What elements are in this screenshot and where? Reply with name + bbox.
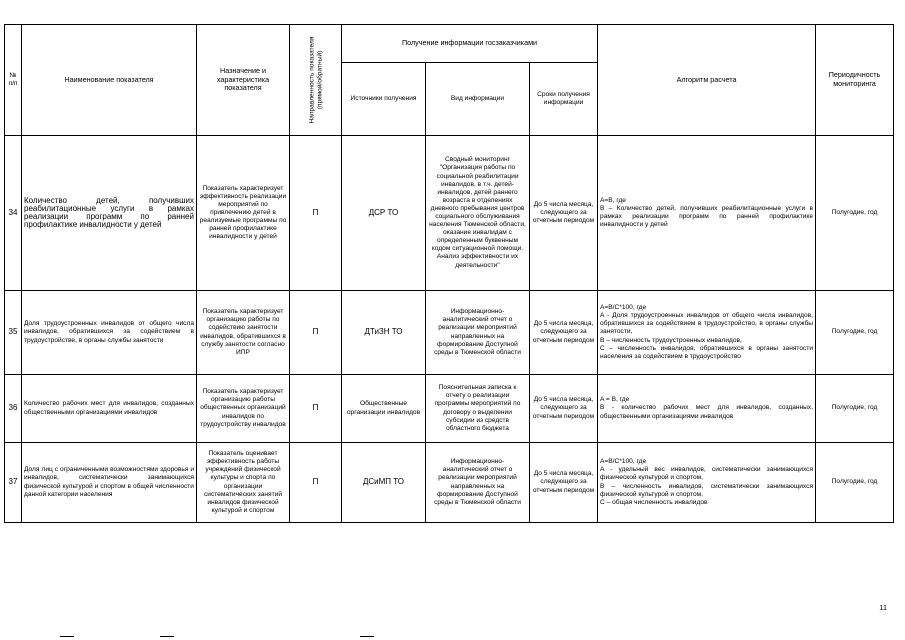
header-algorithm: Алгоритм расчета [598,25,816,136]
table-row [5,443,894,523]
row-info-type: Информационно-аналитический отчет о реализации мероприятий направленных на формирование Доступной среды в Тюменской области [426,291,530,375]
row-periodicity: Полугодие, год [816,136,894,291]
table-row [5,375,894,443]
header-periodicity: Периодичность мониторинга [816,25,894,136]
row-name: Доля лиц с ограниченными возможностями здоровья и инвалидов, систематически занимающихся физической культурой и спортом в общей численности данной категории населения [22,443,197,523]
header-deadline: Сроки получения информации [530,63,598,136]
row-direction: П [290,443,342,523]
header-info-group: Получение информации госзаказчиками [342,25,598,63]
row-num: 37 [5,443,22,523]
page-number: 11 [879,603,887,612]
row-info-type: Пояснительная записка к отчету о реализации программы мероприятий по договору о выделении субсидии из средств областного бюджета [426,375,530,443]
bottom-divider [60,636,74,637]
header-name: Наименование показателя [22,25,197,136]
row-algorithm: A = B, где B - количество рабочих мест для инвалидов, созданных, общественными организациями инвалидов [598,375,816,443]
row-deadline: До 5 числа месяца, следующего за отчетным периодом [530,291,598,375]
table-row [5,291,894,375]
row-info-type: Сводный мониторинг "Организация работы по социальной реабилитации инвалидов, в т.ч. детей-инвалидов, детей раннего возраста в отделениях дневного пребывания центров социального обслуживания населения Тюменской области, оказание инвалидам с определенным буквенным кодом ситуационной помощи. Анализ эффективности их деятельности" [426,136,530,291]
row-periodicity: Полугодие, год [816,291,894,375]
row-name: Доля трудоустроенных инвалидов от общего числа инвалидов, обратившихся за содействием в трудоустройстве, в органы службы занятости [22,291,197,375]
bottom-divider [360,636,374,637]
header-purpose: Назначение и характеристика показателя [197,25,290,136]
row-name: Количество рабочих мест для инвалидов, созданных общественными организациями инвалидов [22,375,197,443]
row-algorithm: A=B, где B – Количество детей, получивших реабилитационные услуги в рамках реализации программ по ранней профилактике инвалидности у детей [598,136,816,291]
row-source: ДСиМП ТО [342,443,426,523]
row-algorithm: A=B/C*100, где A - удельный вес инвалидов, систематически занимающихся физической культурой и спортом, B – численность инвалидов, систематически занимающихся физической культурой и спортом, C – общая численность инвалидов [598,443,816,523]
row-deadline: До 5 числа месяца, следующего за отчетным периодом [530,136,598,291]
table-row [5,136,894,291]
row-source: Общественные организации инвалидов [342,375,426,443]
row-algorithm: A=B/C*100, где A - Доля трудоустроенных инвалидов от общего числа инвалидов, обратившихся за содействием в трудоустройство, в органы службы занятости, B – численность трудоустроенных инвалидов, C – численность инвалидов, обратившихся в органы занятости населения за содействием в трудоустройство [598,291,816,375]
row-deadline: До 5 числа месяца, следующего за отчетным периодом [530,443,598,523]
bottom-divider [160,636,174,637]
row-direction: П [290,375,342,443]
indicators-table [4,24,894,523]
header-info-type: Вид информации [426,63,530,136]
row-direction: П [290,291,342,375]
row-periodicity: Полугодие, год [816,443,894,523]
row-info-type: Информационно-аналитический отчет о реализации мероприятий направленных на формирование Доступной среды в Тюменской области [426,443,530,523]
row-num: 35 [5,291,22,375]
header-direction: Направленность показателя (прямой/обратный) [307,36,323,124]
row-source: ДСР ТО [342,136,426,291]
row-name: Количество детей, получивших реабилитационные услуги в рамках реализации программ по ранней профилактике инвалидности у детей [22,136,197,291]
row-purpose: Показатель характеризует организацию работы по содействию занятости инвалидов, обратившихся в службу занятости согласно ИПР [197,291,290,375]
row-purpose: Показатель характеризует эффективность реализации мероприятий по привлечению детей в реализуемые программы по ранней профилактике инвалидности у детей [197,136,290,291]
row-purpose: Показатель характеризует организацию работы общественных организаций инвалидов по трудоустройству инвалидов [197,375,290,443]
header-num: № п/п [5,25,22,136]
row-periodicity: Полугодие, год [816,375,894,443]
row-deadline: До 5 числа месяца, следующего за отчетным периодом [530,375,598,443]
header-direction-cell [290,25,342,136]
row-source: ДТиЗН ТО [342,291,426,375]
header-sources: Источники получения [342,63,426,136]
row-direction: П [290,136,342,291]
row-num: 36 [5,375,22,443]
row-purpose: Показатель оценивает эффективность работы учреждений физической культуры и спорта по организации систематических занятий инвалидов физической культурой и спортом [197,443,290,523]
row-num: 34 [5,136,22,291]
